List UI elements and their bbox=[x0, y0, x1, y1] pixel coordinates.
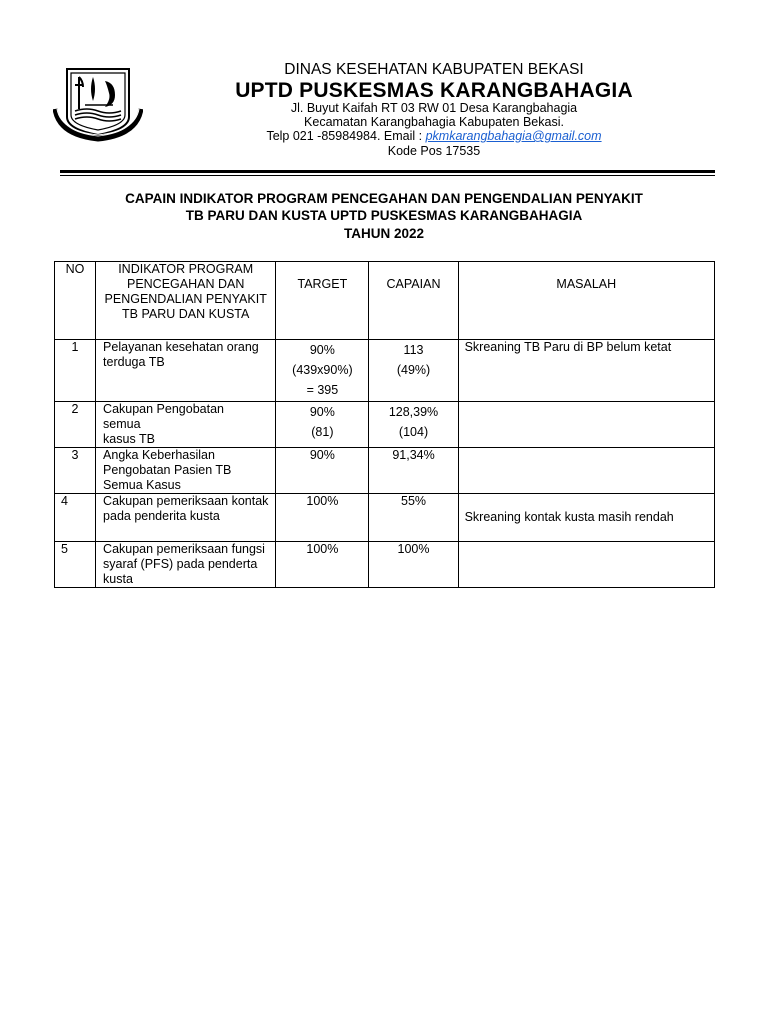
address-line-2: Kecamatan Karangbahagia Kabupaten Bekasi. bbox=[304, 115, 564, 129]
report-title-line-2: TB PARU DAN KUSTA UPTD PUSKESMAS KARANGBAHAGIA bbox=[185, 208, 583, 223]
indicator-table bbox=[54, 261, 715, 588]
header-divider-thin bbox=[60, 175, 715, 176]
row-indikator: Cakupan pemeriksaan kontak pada penderita kusta bbox=[96, 494, 276, 542]
row-masalah bbox=[458, 402, 714, 448]
row-capaian: 91,34% bbox=[369, 448, 458, 494]
capaian-value: 113 bbox=[403, 343, 424, 357]
email-link[interactable]: pkmkarangbahagia@gmail.com bbox=[425, 129, 602, 143]
indikator-line-1: Cakupan Pengobatan semua bbox=[103, 402, 224, 431]
row-capaian bbox=[369, 402, 458, 448]
target-count: (81) bbox=[311, 425, 334, 439]
report-title-year: TAHUN 2022 bbox=[343, 226, 425, 241]
postal-code: Kode Pos 17535 bbox=[387, 144, 481, 158]
header-divider-thick bbox=[60, 170, 715, 173]
agency-name: DINAS KESEHATAN KABUPATEN BEKASI bbox=[284, 61, 584, 78]
capaian-value: 128,39% bbox=[388, 405, 439, 419]
header-masalah: MASALAH bbox=[458, 262, 714, 340]
target-calc: (439x90%) bbox=[292, 363, 353, 377]
institution-name: UPTD PUSKESMAS KARANGBAHAGIA bbox=[235, 79, 633, 102]
row-target: 100% bbox=[276, 494, 369, 542]
capaian-count: (104) bbox=[398, 425, 429, 439]
header-target: TARGET bbox=[276, 262, 369, 340]
header-no: NO bbox=[55, 262, 96, 340]
table-header-row bbox=[55, 262, 715, 340]
table-row bbox=[55, 340, 715, 402]
indikator-line-2: kasus TB bbox=[103, 432, 155, 446]
row-target bbox=[276, 340, 369, 402]
header-indikator: INDIKATOR PROGRAM PENCEGAHAN DAN PENGENDALIAN PENYAKIT TB PARU DAN KUSTA bbox=[96, 262, 276, 340]
target-value: 90% bbox=[309, 343, 335, 357]
row-capaian bbox=[369, 340, 458, 402]
row-no: 1 bbox=[55, 340, 96, 402]
report-title-line-1: CAPAIN INDIKATOR PROGRAM PENCEGAHAN DAN PENGENDALIAN PENYAKIT bbox=[125, 191, 643, 206]
row-no: 5 bbox=[55, 542, 96, 588]
row-indikator bbox=[96, 402, 276, 448]
row-indikator: Pelayanan kesehatan orang terduga TB bbox=[96, 340, 276, 402]
target-value: 90% bbox=[309, 405, 335, 419]
row-no: 2 bbox=[55, 402, 96, 448]
table-row bbox=[55, 542, 715, 588]
contact-line bbox=[200, 129, 668, 143]
row-target bbox=[276, 402, 369, 448]
row-indikator: Cakupan pemeriksaan fungsi syaraf (PFS) pada penderta kusta bbox=[96, 542, 276, 588]
capaian-percent: (49%) bbox=[396, 363, 431, 377]
row-masalah: Skreaning TB Paru di BP belum ketat bbox=[458, 340, 714, 402]
table-row bbox=[55, 494, 715, 542]
table-row bbox=[55, 448, 715, 494]
row-target: 100% bbox=[276, 542, 369, 588]
row-target: 90% bbox=[276, 448, 369, 494]
row-masalah bbox=[458, 448, 714, 494]
phone-text: Telp 021 -85984984. Email : bbox=[266, 129, 426, 143]
row-indikator: Angka Keberhasilan Pengobatan Pasien TB Semua Kasus bbox=[96, 448, 276, 494]
table-row bbox=[55, 402, 715, 448]
row-no: 4 bbox=[55, 494, 96, 542]
address-line-1: Jl. Buyut Kaifah RT 03 RW 01 Desa Karangbahagia bbox=[290, 101, 578, 115]
row-masalah: Skreaning kontak kusta masih rendah bbox=[458, 494, 714, 542]
row-capaian: 100% bbox=[369, 542, 458, 588]
header-capaian: CAPAIAN bbox=[369, 262, 458, 340]
bekasi-regency-emblem-icon bbox=[53, 65, 143, 143]
row-no: 3 bbox=[55, 448, 96, 494]
row-masalah bbox=[458, 542, 714, 588]
row-capaian: 55% bbox=[369, 494, 458, 542]
target-result: = 395 bbox=[306, 383, 339, 397]
